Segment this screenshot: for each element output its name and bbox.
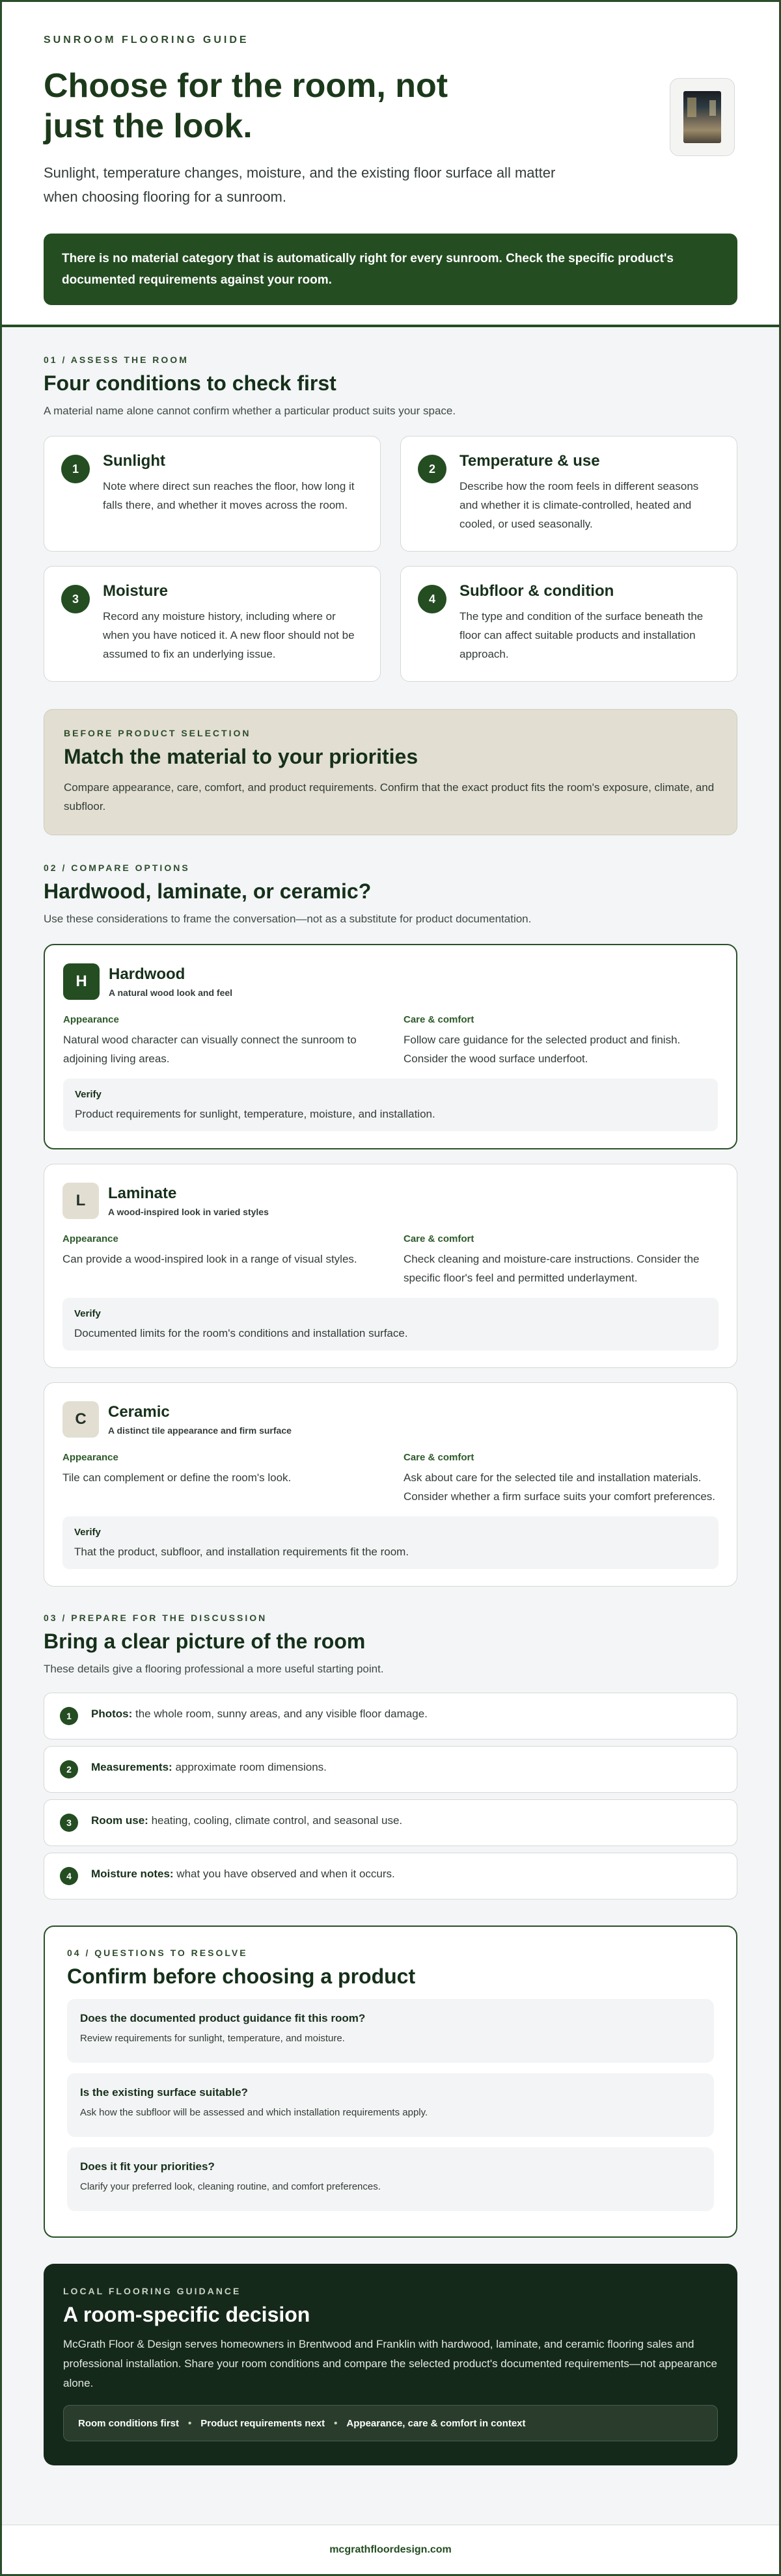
material-letter-badge: H [63,963,100,1000]
number-badge: 3 [60,1814,78,1832]
material-card-ceramic[interactable] [44,1382,737,1587]
question-hint: Ask how the subfloor will be assessed and which installation requirements apply. [80,2107,428,2118]
priorities-text: Compare appearance, care, comfort, and product requirements. Confirm that the exact product fits the room's exposure, climate, and subfloor. [64,781,715,812]
section-title: Hardwood, laminate, or ceramic? [44,879,372,903]
condition-title: Sunlight [103,452,165,470]
condition-text: Record any moisture history, including where or when you have noticed it. A new floor should not be assumed to fix an underlying issue. [103,610,355,660]
notice-banner: There is no material category that is automatically right for every sunroom. Check the specific product's documented requirements against your room. [44,234,737,305]
condition-title: Temperature & use [459,452,600,470]
section-label: 01 / ASSESS THE ROOM [44,355,189,365]
verify-box [63,1079,718,1131]
verify-label: Verify [75,1089,102,1100]
condition-title: Subfloor & condition [459,582,614,600]
section-title: Bring a clear picture of the room [44,1630,366,1653]
condition-card-moisture [44,566,381,682]
section-label: 02 / COMPARE OPTIONS [44,863,190,873]
verify-box [62,1516,719,1569]
question-text: Does it fit your priorities? [80,2160,215,2173]
list-item [44,1693,737,1739]
list-item [44,1853,737,1899]
number-badge: 4 [418,585,446,613]
item-text: the whole room, sunny areas, and any visible floor damage. [132,1708,428,1720]
site-link[interactable]: mcgrathfloordesign.com [329,2543,452,2555]
care-text: Check cleaning and moisture-care instructions. Consider the specific floor's feel and permitted underlayment. [404,1253,700,1284]
care-text: Ask about care for the selected tile and installation materials. Consider whether a firm surface suits your comfort preferences. [404,1471,716,1503]
verify-label: Verify [74,1308,101,1319]
number-badge: 4 [60,1867,78,1885]
item-text: approximate room dimensions. [172,1761,327,1773]
material-name: Hardwood [109,965,185,983]
appearance-label: Appearance [62,1233,118,1244]
materials-list [44,944,737,1587]
section-title: Four conditions to check first [44,371,336,395]
question-text: Is the existing surface suitable? [80,2086,248,2099]
local-guidance-panel [44,2264,737,2465]
principle-item: Room conditions first [78,2417,179,2429]
question-item [67,2147,714,2211]
principle-item: Product requirements next [200,2417,325,2429]
hero [2,2,779,327]
verify-label: Verify [74,1527,101,1538]
section-subtitle: These details give a flooring professional a more useful starting point. [44,1663,384,1675]
section-label: 04 / QUESTIONS TO RESOLVE [67,1948,248,1958]
list-item [44,1746,737,1793]
number-badge: 3 [61,585,90,613]
condition-text: Note where direct sun reaches the floor, how long it falls there, and whether it moves across the room. [103,480,355,511]
section-subtitle: Use these considerations to frame the conversation—not as a substitute for product documentation. [44,913,532,925]
item-label: Measurements: [91,1761,172,1773]
priorities-title: Match the material to your priorities [64,745,418,768]
question-hint: Clarify your preferred look, cleaning routine, and comfort preferences. [80,2181,381,2192]
verify-box [62,1298,719,1350]
condition-card-sunlight [44,436,381,552]
prepare-list [44,1693,737,1899]
care-text: Follow care guidance for the selected product and finish. Consider the wood surface underfoot. [404,1034,681,1065]
material-tagline: A natural wood look and feel [109,987,233,998]
material-letter-badge: C [62,1401,99,1438]
verify-text: Product requirements for sunlight, temperature, moisture, and installation. [75,1108,435,1120]
question-item [67,2073,714,2137]
verify-text: Documented limits for the room's conditions and installation surface. [74,1327,408,1339]
question-text: Does the documented product guidance fit this room? [80,2012,366,2024]
item-label: Room use: [91,1814,148,1827]
assess-section [2,327,779,682]
care-label: Care & comfort [404,1233,474,1244]
compare-section [2,835,779,1587]
bullet-separator-icon: • [334,2417,338,2429]
principles-bar [63,2405,718,2441]
appearance-text: Tile can complement or define the room's look. [62,1471,292,1484]
conditions-grid [44,436,737,682]
section-label: 03 / PREPARE FOR THE DISCUSSION [44,1613,267,1623]
care-label: Care & comfort [404,1014,474,1025]
priorities-panel [44,709,737,835]
priorities-label: BEFORE PRODUCT SELECTION [64,728,251,738]
local-label: LOCAL FLOORING GUIDANCE [63,2286,241,2296]
item-label: Moisture notes: [91,1868,174,1880]
appearance-text: Natural wood character can visually connect the sunroom to adjoining living areas. [63,1034,357,1065]
question-hint: Review requirements for sunlight, temperature, and moisture. [80,2033,345,2044]
care-label: Care & comfort [404,1452,474,1463]
material-tagline: A wood-inspired look in varied styles [108,1207,269,1217]
item-text: heating, cooling, climate control, and seasonal use. [148,1814,403,1827]
material-card-laminate[interactable] [44,1164,737,1368]
local-text: McGrath Floor & Design serves homeowners in Brentwood and Franklin with hardwood, laminate, and ceramic flooring sales and professional installation. Share your room conditions and compare the selected product's documented requirements—not appearance alone. [63,2338,717,2389]
footer [2,2525,779,2574]
hero-eyebrow: SUNROOM FLOORING GUIDE [44,34,249,46]
condition-card-temperature [400,436,737,552]
section-subtitle: A material name alone cannot confirm whether a particular product suits your space. [44,405,456,417]
material-letter-badge: L [62,1183,99,1219]
sunroom-photo-thumbnail[interactable] [670,78,735,156]
condition-text: The type and condition of the surface beneath the floor can affect suitable products and installation approach. [459,610,704,660]
verify-text: That the product, subfloor, and installation requirements fit the room. [74,1546,409,1558]
local-title: A room-specific decision [63,2303,310,2326]
material-name: Ceramic [108,1403,170,1421]
prepare-section [2,1587,779,1899]
item-label: Photos: [91,1708,133,1720]
number-badge: 2 [60,1760,78,1778]
principle-item: Appearance, care & comfort in context [346,2417,526,2429]
condition-text: Describe how the room feels in different seasons and whether it is climate-controlled, heated and cooled, or used seasonally. [459,480,699,530]
appearance-label: Appearance [63,1014,119,1025]
appearance-label: Appearance [62,1452,118,1463]
hero-lead: Sunlight, temperature changes, moisture, and the existing floor surface all matter when choosing flooring for a sunroom. [44,165,556,205]
material-tagline: A distinct tile appearance and firm surface [108,1425,292,1436]
number-badge: 1 [60,1707,78,1725]
material-name: Laminate [108,1185,177,1202]
number-badge: 2 [418,455,446,483]
section-title: Confirm before choosing a product [67,1965,416,1988]
condition-title: Moisture [103,582,169,600]
list-item [44,1799,737,1846]
sunroom-photo-icon [683,91,721,143]
number-badge: 1 [61,455,90,483]
item-text: what you have observed and when it occurs. [173,1868,395,1880]
page-title: Choose for the room, not just the look. [44,67,448,145]
condition-card-subfloor [400,566,737,682]
questions-panel [44,1925,737,2238]
appearance-text: Can provide a wood-inspired look in a range of visual styles. [62,1253,357,1265]
question-item [67,1999,714,2063]
bullet-separator-icon: • [188,2417,192,2429]
material-card-hardwood[interactable] [44,944,737,1149]
